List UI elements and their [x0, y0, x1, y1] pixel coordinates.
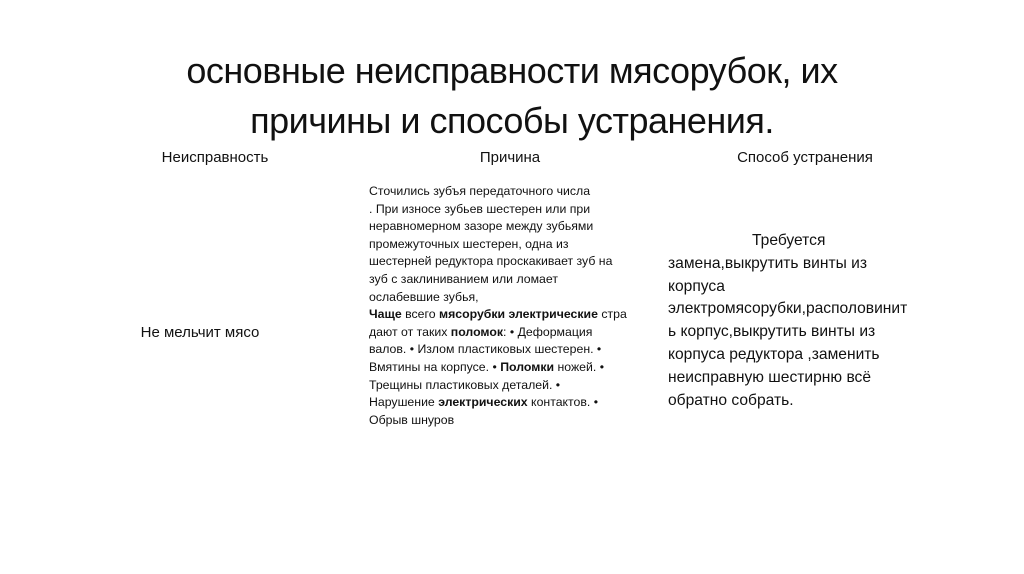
- slide-title: [60, 46, 964, 146]
- bold-text: электрических: [438, 395, 528, 410]
- cause-line: [369, 324, 661, 342]
- bold-text: Чаще: [369, 307, 402, 322]
- cause-line: Обрыв шнуров: [369, 412, 455, 427]
- cause-cell: [369, 183, 661, 429]
- fix-line: корпуса: [668, 277, 725, 295]
- cause-line: [369, 359, 661, 377]
- fix-line: замена,выкрутить винты из: [668, 254, 868, 272]
- cause-line: валов. • Излом пластиковых шестерен. •: [369, 342, 602, 357]
- text: всего: [401, 307, 439, 322]
- text: Нарушение: [369, 395, 439, 410]
- fix-line: неисправную шестирню всё: [668, 368, 872, 386]
- cause-line: промежуточных шестерен, одна из: [369, 236, 569, 251]
- column-header-defect: Неисправность: [161, 149, 269, 166]
- cause-line: [369, 394, 661, 412]
- column-header-cause: Причина: [479, 149, 541, 166]
- fix-line: Требуется: [752, 232, 826, 249]
- fix-line: электромясорубки,располовинит: [668, 300, 908, 318]
- cause-line: Сточились зубъя передаточного числа: [369, 184, 591, 198]
- title-line-2: причины и способы устранения.: [250, 100, 774, 142]
- defect-cell: Не мельчит мясо: [140, 324, 260, 341]
- fix-line: корпуса редуктора ,заменить: [668, 345, 880, 363]
- bold-text: Поломки: [500, 359, 555, 374]
- text: контактов. •: [527, 395, 599, 410]
- fix-cell: [668, 230, 953, 412]
- cause-line: шестерней редуктора проскакивает зуб на: [369, 254, 613, 269]
- bold-text: поломок: [450, 324, 504, 339]
- cause-line: зуб с заклиниванием или ломает: [369, 271, 558, 286]
- text: дают от таких: [369, 324, 451, 339]
- cause-line: неравномерном зазоре между зубьями: [369, 219, 594, 234]
- title-line-1: основные неисправности мясорубок, их: [186, 50, 838, 92]
- cause-line: ослабевшие зубья,: [369, 289, 479, 304]
- column-header-fix: Способ устранения: [737, 149, 873, 166]
- cause-line: [369, 306, 661, 324]
- fix-line: обратно собрать.: [668, 391, 794, 409]
- fix-line: ь корпус,выкрутить винты из: [668, 323, 876, 341]
- text: стра: [597, 307, 627, 322]
- cause-line: . При износе зубьев шестерен или при: [369, 201, 591, 216]
- text: : • Деформация: [503, 324, 593, 339]
- text: ножей. •: [554, 359, 605, 374]
- bold-text: мясорубки электрические: [438, 307, 598, 322]
- cause-line: Трещины пластиковых деталей. •: [369, 377, 561, 392]
- text: Вмятины на корпусе. •: [369, 359, 501, 374]
